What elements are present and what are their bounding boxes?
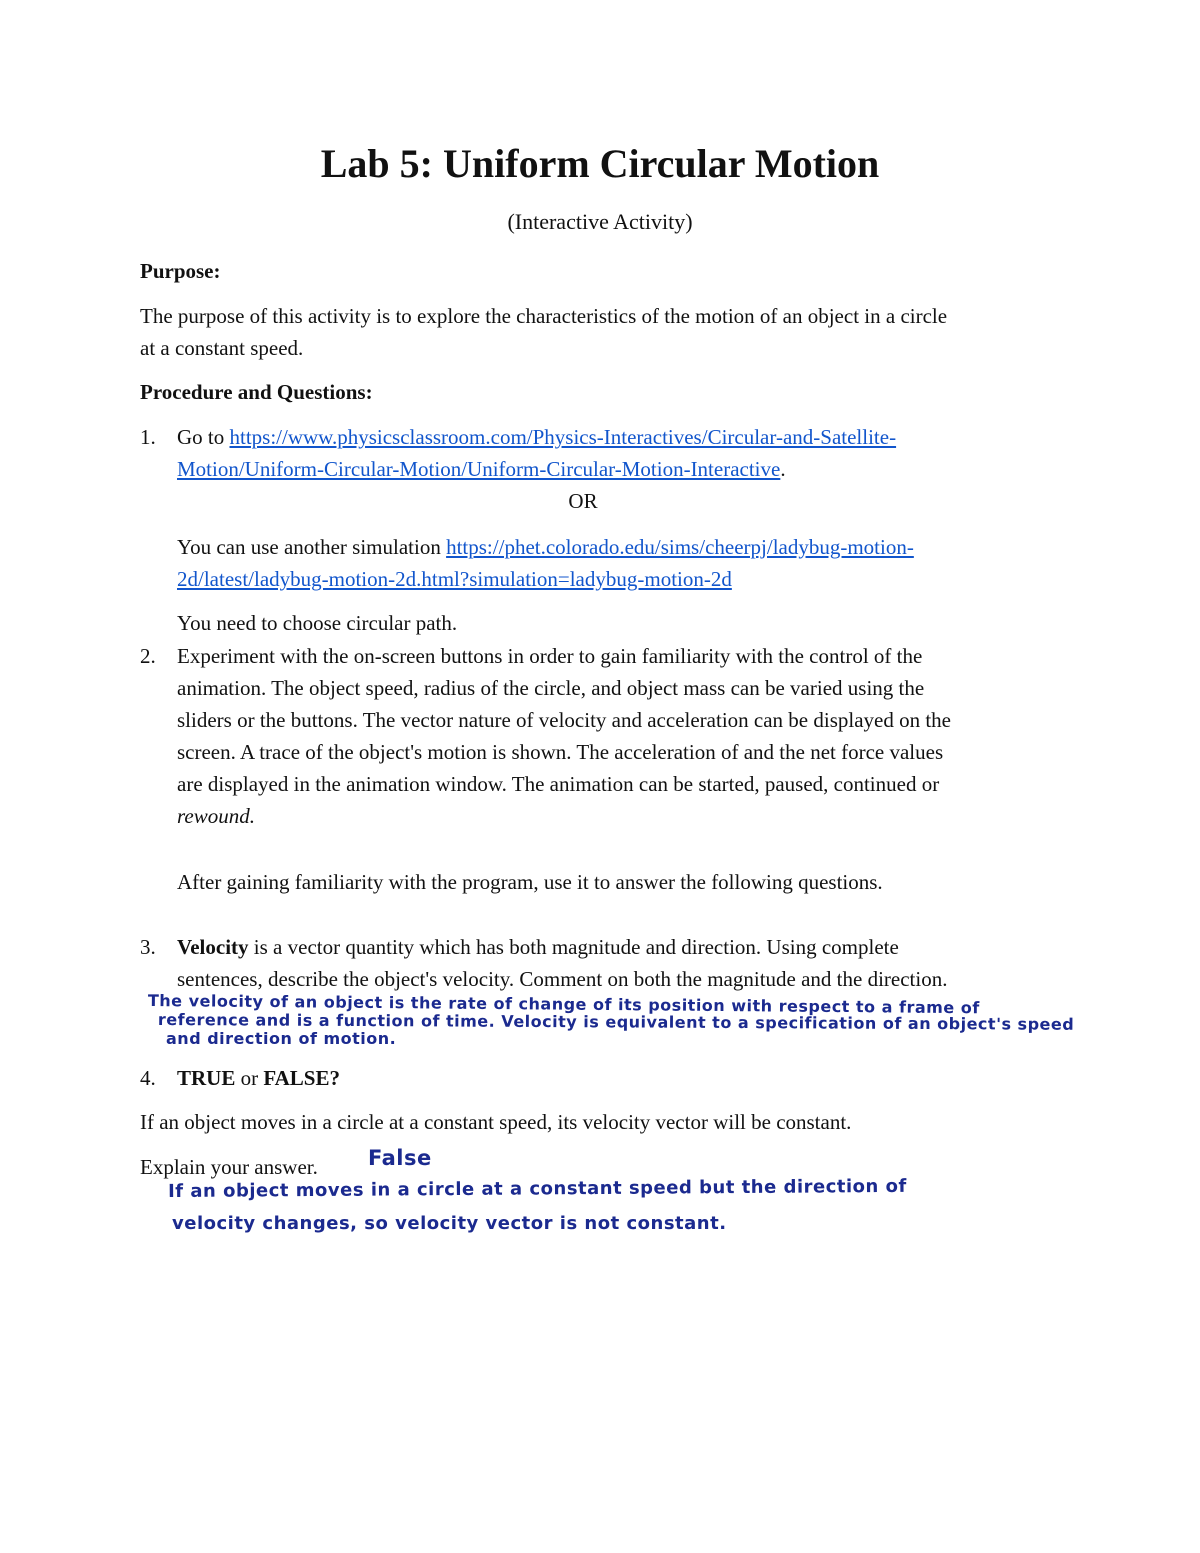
or-separator: OR [568,489,598,513]
item-2-line-4: screen. A trace of the object's motion is shown. The acceleration of and the net force values [177,740,944,764]
handwritten-answer-3-line-3: and direction of motion. [166,1029,397,1048]
handwritten-answer-3-line-1: The velocity of an object is the rate of change of its position with respect to a frame of [147,991,980,1018]
page-title: Lab 5: Uniform Circular Motion [320,141,880,186]
phet-link-part-2[interactable]: 2d/latest/ladybug-motion-2d.html?simulation=ladybug-motion-2d [177,567,732,591]
velocity-term: Velocity [177,935,249,959]
physicsclassroom-link-part-1[interactable]: https://www.physicsclassroom.com/Physics-Interactives/Circular-and-Satellite- [229,425,897,449]
physicsclassroom-link-part-2[interactable]: Motion/Uniform-Circular-Motion/Uniform-Circular-Motion-Interactive [177,457,781,481]
link-period: . [780,457,786,481]
alt-sim-line-2 [177,563,732,595]
true-or-false-heading [177,1062,340,1094]
item-3-line-2: sentences, describe the object's velocity. Comment on both the magnitude and the direction. [177,967,948,991]
or-word: or [235,1066,264,1090]
item-1-line-2 [177,453,786,485]
purpose-line-2: at a constant speed. [140,336,304,360]
item-2-number: 2. [140,644,156,668]
item-2-after-text: After gaining familiarity with the program, use it to answer the following questions. [177,870,883,894]
item-4-statement: If an object moves in a circle at a constant speed, its velocity vector will be constant. [140,1110,852,1134]
item-1-number: 1. [140,425,156,449]
explain-prompt: Explain your answer. [140,1155,318,1179]
handwritten-answer-4-line-1: If an object moves in a circle at a constant speed but the direction of [168,1175,907,1202]
item-4-number: 4. [140,1066,156,1090]
purpose-line-1: The purpose of this activity is to explore the characteristics of the motion of an object in a circle [140,304,948,328]
phet-link-part-1[interactable]: https://phet.colorado.edu/sims/cheerpj/ladybug-motion- [446,535,914,559]
procedure-heading: Procedure and Questions: [140,380,373,404]
item-3-number: 3. [140,935,156,959]
item-2-line-2: animation. The object speed, radius of the circle, and object mass can be varied using the [177,676,925,700]
alt-sim-prefix: You can use another simulation [177,535,447,559]
handwritten-answer-3-line-2: reference and is a function of time. Velocity is equivalent to a specification of an object's speed [157,1010,1075,1034]
purpose-heading: Purpose: [140,259,221,283]
item-2-line-5: are displayed in the animation window. The animation can be started, paused, continued or [177,772,940,796]
page-subtitle: (Interactive Activity) [507,209,693,234]
false-label: FALSE? [263,1066,340,1090]
item-1-line-1 [177,421,896,453]
item-2-line-3: sliders or the buttons. The vector nature of velocity and acceleration can be displayed on the [177,708,952,732]
handwritten-false-answer: False [368,1146,432,1170]
item-3-line-1 [177,931,899,963]
true-label: TRUE [177,1066,236,1090]
item-2-last-word: rewound. [177,804,255,828]
handwritten-answer-4-line-2: velocity changes, so velocity vector is not constant. [172,1213,727,1234]
alt-sim-line-1 [177,531,914,563]
circular-path-note: You need to choose circular path. [177,611,458,635]
item-2-line-1: Experiment with the on-screen buttons in order to gain familiarity with the control of the [177,644,923,668]
goto-text: Go to [177,425,230,449]
item-3-line-1-rest: is a vector quantity which has both magnitude and direction. Using complete [248,935,899,959]
